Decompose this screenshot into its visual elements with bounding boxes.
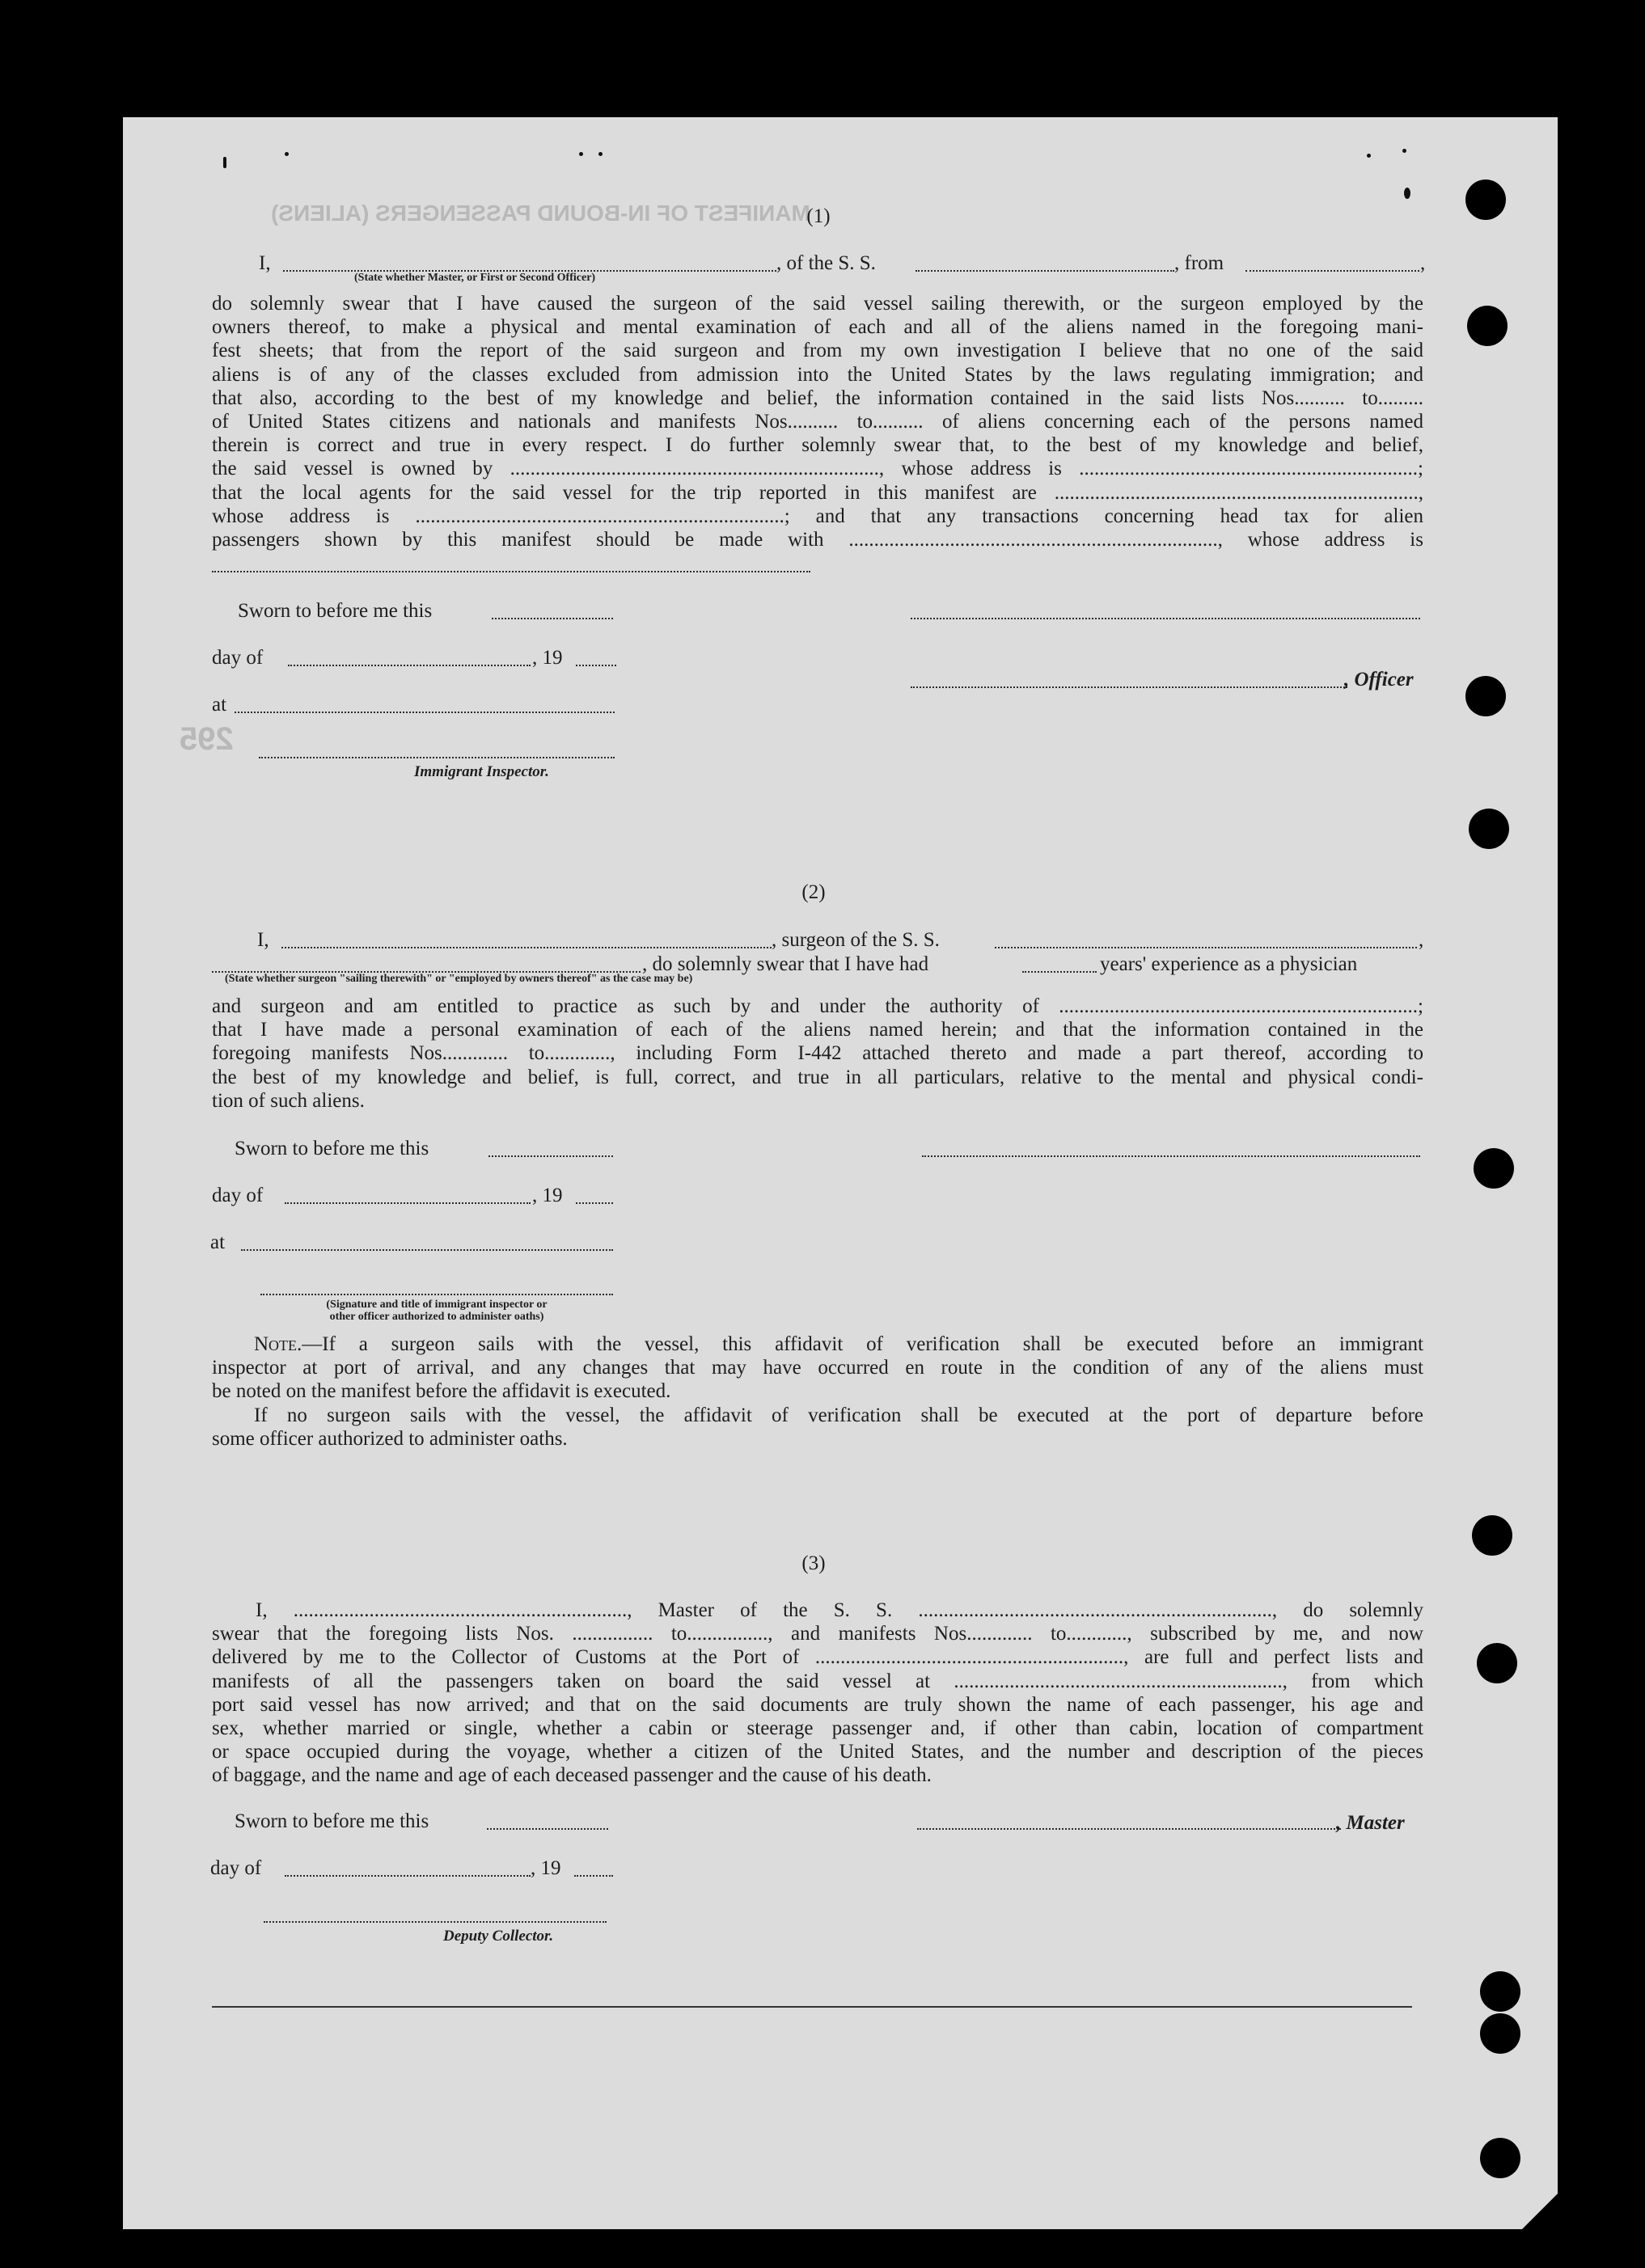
day-field[interactable] xyxy=(288,665,531,666)
year-label: , 19 xyxy=(532,647,563,669)
oath-line: passengers shown by this manifest should be made with ........................................................................., whose address is xyxy=(212,529,1423,551)
section-3-heading: (3) xyxy=(801,1552,826,1574)
inspector-signature-field[interactable] xyxy=(260,1294,613,1295)
of-ss-label: , of the S. S. xyxy=(776,252,876,274)
speck xyxy=(598,152,603,156)
oath-line: foregoing manifests Nos............. to............., including Form I-442 attached thereto and made a part thereof, according to xyxy=(212,1042,1423,1065)
years-label: years' experience as a physician xyxy=(1100,953,1358,975)
year-field[interactable] xyxy=(574,1875,613,1877)
oath-line: that I have made a personal examination of each of the aliens named herein; and that the information contained in the xyxy=(212,1019,1423,1041)
year-label: , 19 xyxy=(532,1185,563,1206)
binder-hole xyxy=(1474,1148,1514,1189)
oath-line: that the local agents for the said vessel for the trip reported in this manifest are ........................................................................, xyxy=(212,481,1423,504)
at-place-field[interactable] xyxy=(241,1249,613,1251)
oath-line: or space occupied during the voyage, whether a citizen of the United States, and the number and description of the pieces xyxy=(212,1741,1423,1763)
at-label: at xyxy=(212,694,227,716)
note-line: inspector at port of arrival, and any changes that may have occurred en route in the condition of any of the aliens must xyxy=(212,1357,1423,1379)
oath-line: aliens is of any of the classes excluded from admission into the United States by the laws regulating immigration; and xyxy=(212,363,1423,386)
surgeon-note: (State whether surgeon "sailing therewith" or "employed by owners thereof" as the case may be) xyxy=(225,973,693,985)
from-label: , from xyxy=(1174,252,1224,274)
year-prefix: 19 xyxy=(542,647,563,669)
sworn-label: Sworn to before me this xyxy=(238,600,433,622)
oath-line: and surgeon and am entitled to practice as such by and under the authority of .......................................................................; xyxy=(212,995,1423,1017)
oath-line: I, .................................................................., Master of the S. S. ......................................................................, do solemnly xyxy=(256,1599,1423,1621)
inspector-signature-field[interactable] xyxy=(259,757,615,758)
surgeon-name-field[interactable] xyxy=(281,947,772,948)
oath-line: owners thereof, to make a physical and mental examination of each and all of the aliens named in the foregoing mani- xyxy=(212,316,1423,339)
day-field[interactable] xyxy=(285,1875,531,1877)
master-label: , Master xyxy=(1336,1812,1405,1834)
oath-line: fest sheets; that from the report of the said surgeon and from my own investigation I believe that no one of the said xyxy=(212,340,1423,362)
sworn-label: Sworn to before me this xyxy=(235,1810,429,1832)
officer-label: , Officer xyxy=(1344,669,1414,691)
note-line: be noted on the manifest before the affidavit is executed. xyxy=(212,1380,671,1403)
oath-line: tion of such aliens. xyxy=(212,1089,365,1112)
day-field[interactable] xyxy=(285,1202,531,1204)
note-line: some officer authorized to administer oaths. xyxy=(212,1427,568,1450)
oath-line: therein is correct and true in every respect. I do further solemnly swear that, to the best of my knowledge and belief, xyxy=(212,434,1423,457)
speck xyxy=(1402,149,1406,153)
bleedthrough-number: 295 xyxy=(180,721,234,757)
sworn-label: Sworn to before me this xyxy=(235,1138,429,1159)
note-line: If no surgeon sails with the vessel, the affidavit of verification shall be executed at the port of departure before xyxy=(254,1404,1423,1426)
oath-line: the said vessel is owned by ........................................................................., whose address is ...................................................................; xyxy=(212,458,1423,480)
day-of-label: day of xyxy=(210,1857,262,1879)
oath-line: port said vessel has now arrived; and that on the said documents are truly shown the name of each passenger, his age and xyxy=(212,1693,1423,1716)
section-1-heading: (1) xyxy=(806,205,831,227)
oath-line: the best of my knowledge and belief, is full, correct, and true in all particulars, relative to the mental and physical condi- xyxy=(212,1066,1423,1088)
oath-line: that also, according to the best of my knowledge and belief, the information contained in the said lists Nos.......... to......... xyxy=(212,386,1423,409)
officer-signature-field-top[interactable] xyxy=(911,618,1420,619)
deputy-label: Deputy Collector. xyxy=(443,1928,554,1945)
at-label: at xyxy=(210,1231,226,1253)
oath-line: manifests of all the passengers taken on board the said vessel at ................................................................., from which xyxy=(212,1670,1423,1692)
signature-note-line-2: other officer authorized to administer oaths) xyxy=(329,1311,544,1323)
speck xyxy=(1404,188,1410,199)
oath-line: sex, whether married or single, whether a cabin or steerage passenger and, if other than cabin, location of compartment xyxy=(212,1717,1423,1740)
surgeon-name-label: I, xyxy=(257,929,269,951)
oath-line: whose address is .........................................................................; and that any transactions concerning head tax for alien xyxy=(212,505,1423,527)
year-prefix: 19 xyxy=(540,1857,561,1879)
master-note: (State whether Master, or First or Second Officer) xyxy=(354,272,596,284)
oath-line: of baggage, and the name and age of each deceased passenger and the cause of his death. xyxy=(212,1764,932,1787)
oath-line: of United States citizens and nationals and manifests Nos.......... to.......... of aliens concerning each of the persons named xyxy=(212,411,1423,433)
section-1-oath-text xyxy=(212,292,1423,551)
master-signature-field[interactable] xyxy=(917,1828,1341,1830)
sworn-date-field[interactable] xyxy=(487,1828,608,1830)
master-name-label: I, xyxy=(259,252,271,274)
binder-hole xyxy=(1469,809,1509,849)
speck xyxy=(579,152,583,156)
swear-label: , do solemnly swear that I have had xyxy=(642,953,929,975)
surgeon-signature-field[interactable] xyxy=(922,1155,1420,1157)
binder-hole xyxy=(1477,1643,1517,1683)
continuation-field[interactable] xyxy=(212,571,810,572)
note-line xyxy=(212,1333,1423,1356)
year-field[interactable] xyxy=(576,665,616,666)
year-label: , 19 xyxy=(531,1857,561,1879)
bleedthrough-title: MANIFEST OF IN-BOUND PASSENGERS (ALIENS) xyxy=(271,201,810,226)
binder-hole xyxy=(1465,179,1506,220)
vessel-name-field[interactable] xyxy=(916,270,1174,272)
speck xyxy=(1367,154,1371,158)
section-2-heading: (2) xyxy=(801,881,826,903)
line-end: , xyxy=(1419,929,1424,951)
oath-line: do solemnly swear that I have caused the surgeon of the said vessel sailing therewith, or the surgeon employed by the xyxy=(212,293,1423,315)
binder-hole xyxy=(1472,1515,1512,1556)
speck xyxy=(285,152,289,156)
sworn-date-field[interactable] xyxy=(488,1155,613,1157)
signature-note-line-1: (Signature and title of immigrant inspector or xyxy=(326,1299,548,1311)
at-place-field[interactable] xyxy=(235,712,615,713)
binder-hole xyxy=(1480,2138,1520,2178)
officer-signature-field[interactable] xyxy=(911,686,1347,688)
binder-hole xyxy=(1480,2013,1520,2054)
line-end: , xyxy=(1420,252,1426,274)
oath-line: swear that the foregoing lists Nos. ................ to................, and manifests Nos............. to............, subscribed by me, and now xyxy=(212,1623,1423,1645)
deputy-signature-field[interactable] xyxy=(264,1921,607,1923)
year-prefix: 19 xyxy=(542,1185,563,1206)
years-field[interactable] xyxy=(1022,971,1097,973)
year-field[interactable] xyxy=(576,1202,613,1204)
binder-hole xyxy=(1465,676,1506,716)
binder-hole xyxy=(1467,306,1508,346)
day-of-label: day of xyxy=(212,1185,264,1206)
from-port-field[interactable] xyxy=(1245,270,1419,272)
note-label: Note. xyxy=(254,1333,302,1355)
note-text: —If a surgeon sails with the vessel, this affidavit of verification shall be executed before an immigrant xyxy=(302,1333,1423,1355)
bottom-rule xyxy=(212,2006,1412,2008)
section-3-oath-text xyxy=(212,1599,1423,1788)
sworn-date-field[interactable] xyxy=(492,618,613,619)
section-2-oath-text xyxy=(212,995,1423,1113)
oath-line: delivered by me to the Collector of Customs at the Port of ............................................................., are full and perfect lists and xyxy=(212,1646,1423,1669)
binder-hole xyxy=(1480,1971,1520,2012)
surgeon-vessel-field[interactable] xyxy=(995,947,1417,948)
note-paragraph xyxy=(212,1333,1423,1451)
surgeon-of-ss-label: , surgeon of the S. S. xyxy=(772,929,940,951)
inspector-label: Immigrant Inspector. xyxy=(414,763,549,780)
day-of-label: day of xyxy=(212,647,264,669)
speck xyxy=(223,157,226,168)
